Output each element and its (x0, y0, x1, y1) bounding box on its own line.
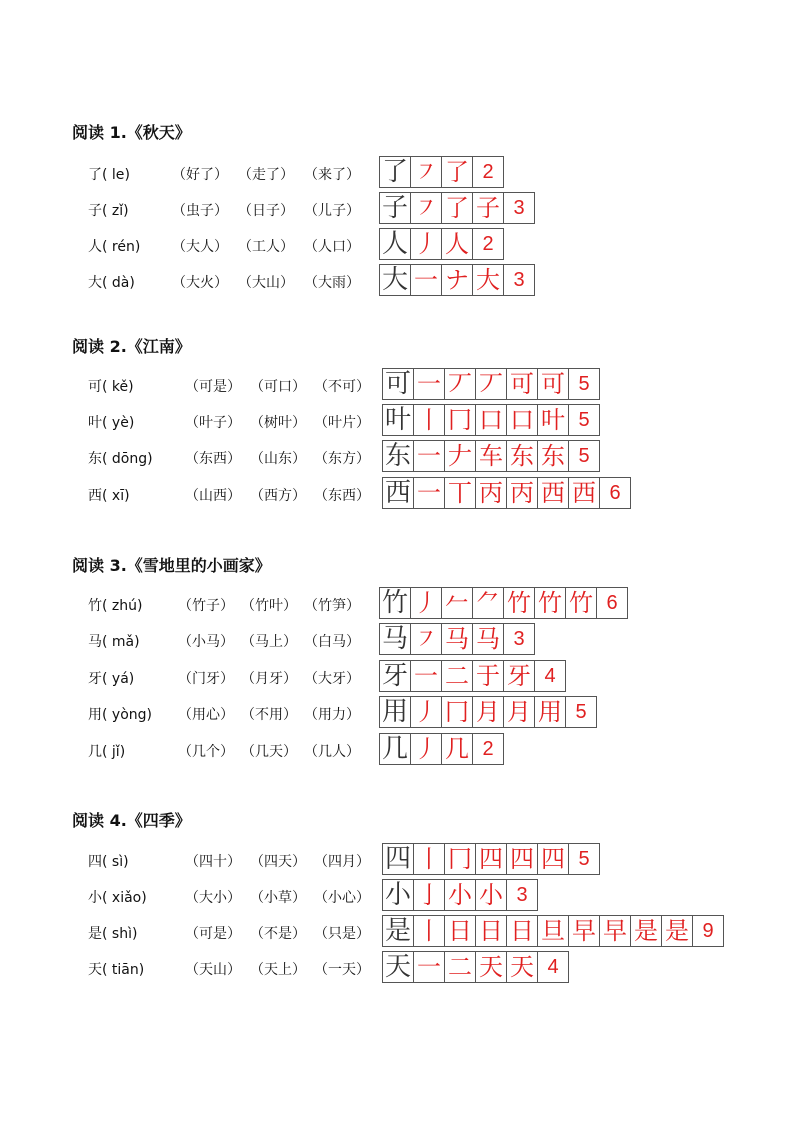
word-2: （天上） (250, 962, 306, 978)
stroke-order-grid (379, 264, 535, 296)
stroke-order-grid (379, 156, 504, 188)
stroke-cell: 丨 (413, 843, 445, 875)
stroke-cell: 可 (382, 368, 414, 400)
word-1: （可是） (185, 926, 241, 942)
stroke-cell: 日 (506, 915, 538, 947)
word-3: （一天） (314, 962, 370, 978)
stroke-order-grid (382, 951, 569, 983)
lesson-title: 阅读 2.《江南》 (72, 337, 191, 356)
char-entry: 人( rén) (88, 239, 141, 255)
stroke-cell: 天 (506, 951, 538, 983)
stroke-cell: 一 (413, 477, 445, 509)
stroke-cell: 小 (444, 879, 476, 911)
stroke-cell: 丆 (475, 368, 507, 400)
word-2: （竹叶） (241, 598, 297, 614)
stroke-order-grid (379, 696, 597, 728)
stroke-cell: 西 (568, 477, 600, 509)
lesson-title: 阅读 3.《雪地里的小画家》 (72, 556, 271, 575)
stroke-cell: ㇇ (410, 623, 442, 655)
word-3: （几人） (304, 744, 360, 760)
word-1: （四十） (185, 854, 241, 870)
stroke-cell: 口 (475, 404, 507, 436)
stroke-count: 3 (503, 264, 535, 296)
stroke-cell: 月 (472, 696, 504, 728)
lesson-title: 阅读 4.《四季》 (72, 811, 191, 830)
char-entry: 小( xiǎo) (88, 890, 147, 906)
word-2: （月牙） (241, 671, 297, 687)
stroke-cell: 早 (568, 915, 600, 947)
char-row (0, 368, 800, 400)
word-2: （几天） (241, 744, 297, 760)
stroke-cell: 用 (379, 696, 411, 728)
word-3: （竹笋） (304, 598, 360, 614)
stroke-cell: 于 (472, 660, 504, 692)
word-1: （山西） (185, 488, 241, 504)
char-row (0, 733, 800, 765)
word-2: （山东） (250, 451, 306, 467)
stroke-order-grid (379, 228, 504, 260)
lesson-title: 阅读 1.《秋天》 (72, 123, 191, 142)
stroke-count: 5 (568, 368, 600, 400)
stroke-count: 9 (692, 915, 724, 947)
word-3: （白马） (304, 634, 360, 650)
char-row (0, 156, 800, 188)
stroke-order-grid (379, 587, 628, 619)
stroke-cell: 是 (661, 915, 693, 947)
stroke-cell: 日 (444, 915, 476, 947)
stroke-cell: 𠂇 (444, 440, 476, 472)
stroke-count: 5 (568, 843, 600, 875)
stroke-cell: 冂 (441, 696, 473, 728)
stroke-cell: 一 (410, 264, 442, 296)
stroke-order-grid (382, 404, 600, 436)
stroke-cell: 四 (475, 843, 507, 875)
word-1: （叶子） (185, 415, 241, 431)
char-row (0, 192, 800, 224)
stroke-cell: 叶 (537, 404, 569, 436)
word-3: （大牙） (304, 671, 360, 687)
stroke-count: 2 (472, 228, 504, 260)
stroke-cell: 一 (413, 368, 445, 400)
stroke-order-grid (382, 477, 631, 509)
stroke-cell: 竹 (534, 587, 566, 619)
word-2: （四天） (250, 854, 306, 870)
stroke-cell: 竹 (379, 587, 411, 619)
word-3: （大雨） (304, 275, 360, 291)
stroke-cell: 丿 (410, 696, 442, 728)
word-2: （走了） (238, 167, 294, 183)
stroke-cell: 丿 (410, 587, 442, 619)
char-entry: 竹( zhú) (88, 598, 143, 614)
char-row (0, 951, 800, 983)
char-entry: 子( zǐ) (88, 203, 129, 219)
stroke-cell: ⺈ (472, 587, 504, 619)
char-row (0, 696, 800, 728)
char-row (0, 264, 800, 296)
stroke-order-grid (382, 440, 600, 472)
stroke-cell: 亅 (413, 879, 445, 911)
stroke-count: 2 (472, 733, 504, 765)
stroke-cell: 大 (379, 264, 411, 296)
word-1: （大火） (172, 275, 228, 291)
stroke-count: 3 (503, 623, 535, 655)
word-3: （东西） (314, 488, 370, 504)
stroke-cell: 口 (506, 404, 538, 436)
word-2: （小草） (250, 890, 306, 906)
stroke-cell: 天 (475, 951, 507, 983)
stroke-cell: 人 (379, 228, 411, 260)
stroke-cell: 小 (382, 879, 414, 911)
word-2: （日子） (238, 203, 294, 219)
word-3: （只是） (314, 926, 370, 942)
stroke-cell: 旦 (537, 915, 569, 947)
stroke-count: 3 (503, 192, 535, 224)
stroke-cell: 一 (413, 440, 445, 472)
word-1: （大人） (172, 239, 228, 255)
word-1: （天山） (185, 962, 241, 978)
stroke-cell: 四 (506, 843, 538, 875)
word-1: （几个） (178, 744, 234, 760)
word-1: （虫子） (172, 203, 228, 219)
word-2: （不是） (250, 926, 306, 942)
char-entry: 可( kě) (88, 379, 134, 395)
word-2: （西方） (250, 488, 306, 504)
word-1: （门牙） (178, 671, 234, 687)
stroke-cell: ナ (441, 264, 473, 296)
stroke-cell: ㇇ (410, 192, 442, 224)
stroke-cell: 竹 (503, 587, 535, 619)
stroke-cell: 二 (444, 951, 476, 983)
stroke-cell: 月 (503, 696, 535, 728)
stroke-cell: 一 (410, 660, 442, 692)
stroke-count: 5 (568, 440, 600, 472)
char-row (0, 477, 800, 509)
char-row (0, 404, 800, 436)
char-entry: 天( tiān) (88, 962, 145, 978)
word-3: （叶片） (314, 415, 370, 431)
stroke-cell: 一 (413, 951, 445, 983)
stroke-cell: 可 (506, 368, 538, 400)
stroke-cell: 是 (630, 915, 662, 947)
stroke-cell: 了 (379, 156, 411, 188)
stroke-order-grid (382, 368, 600, 400)
stroke-cell: 丅 (444, 477, 476, 509)
stroke-cell: 子 (472, 192, 504, 224)
word-2: （不用） (241, 707, 297, 723)
char-row (0, 587, 800, 619)
word-1: （用心） (178, 707, 234, 723)
stroke-cell: 天 (382, 951, 414, 983)
word-3: （不可） (314, 379, 370, 395)
stroke-count: 6 (599, 477, 631, 509)
stroke-cell: 丿 (410, 733, 442, 765)
word-3: （儿子） (304, 203, 360, 219)
stroke-cell: 丨 (413, 404, 445, 436)
stroke-cell: 东 (537, 440, 569, 472)
stroke-cell: 车 (475, 440, 507, 472)
stroke-count: 2 (472, 156, 504, 188)
stroke-cell: 丿 (410, 228, 442, 260)
char-entry: 几( jǐ) (88, 744, 126, 760)
stroke-cell: 丙 (475, 477, 507, 509)
stroke-order-grid (382, 879, 538, 911)
stroke-cell: 西 (382, 477, 414, 509)
char-row (0, 440, 800, 472)
stroke-cell: 东 (382, 440, 414, 472)
word-3: （东方） (314, 451, 370, 467)
char-row (0, 915, 800, 947)
stroke-cell: 丨 (413, 915, 445, 947)
char-entry: 用( yòng) (88, 707, 153, 723)
stroke-cell: 二 (441, 660, 473, 692)
stroke-order-grid (379, 733, 504, 765)
stroke-count: 6 (596, 587, 628, 619)
stroke-cell: 冂 (444, 404, 476, 436)
char-row (0, 660, 800, 692)
stroke-cell: 叶 (382, 404, 414, 436)
stroke-count: 5 (568, 404, 600, 436)
stroke-cell: ㇇ (410, 156, 442, 188)
stroke-order-grid (382, 843, 600, 875)
stroke-cell: 几 (379, 733, 411, 765)
stroke-cell: 小 (475, 879, 507, 911)
stroke-cell: 子 (379, 192, 411, 224)
stroke-cell: 了 (441, 156, 473, 188)
stroke-order-grid (382, 915, 724, 947)
stroke-count: 4 (534, 660, 566, 692)
stroke-cell: 几 (441, 733, 473, 765)
stroke-cell: 可 (537, 368, 569, 400)
char-entry: 西( xī) (88, 488, 130, 504)
stroke-cell: 马 (379, 623, 411, 655)
stroke-cell: 东 (506, 440, 538, 472)
char-row (0, 843, 800, 875)
stroke-cell: 竹 (565, 587, 597, 619)
char-entry: 了( le) (88, 167, 130, 183)
stroke-count: 3 (506, 879, 538, 911)
char-entry: 叶( yè) (88, 415, 135, 431)
stroke-cell: 𠂉 (441, 587, 473, 619)
stroke-cell: 马 (441, 623, 473, 655)
word-3: （小心） (314, 890, 370, 906)
char-entry: 是( shì) (88, 926, 138, 942)
char-row (0, 623, 800, 655)
stroke-cell: 牙 (503, 660, 535, 692)
char-row (0, 879, 800, 911)
word-1: （竹子） (178, 598, 234, 614)
stroke-cell: 丆 (444, 368, 476, 400)
word-2: （可口） (250, 379, 306, 395)
stroke-count: 5 (565, 696, 597, 728)
word-1: （小马） (178, 634, 234, 650)
char-entry: 马( mǎ) (88, 634, 140, 650)
word-1: （东西） (185, 451, 241, 467)
stroke-cell: 四 (537, 843, 569, 875)
stroke-cell: 冂 (444, 843, 476, 875)
stroke-cell: 日 (475, 915, 507, 947)
word-1: （大小） (185, 890, 241, 906)
char-entry: 牙( yá) (88, 671, 135, 687)
char-entry: 大( dà) (88, 275, 135, 291)
word-1: （好了） (172, 167, 228, 183)
stroke-cell: 四 (382, 843, 414, 875)
char-row (0, 228, 800, 260)
word-2: （工人） (238, 239, 294, 255)
word-3: （四月） (314, 854, 370, 870)
word-1: （可是） (185, 379, 241, 395)
stroke-cell: 是 (382, 915, 414, 947)
stroke-cell: 丙 (506, 477, 538, 509)
stroke-cell: 牙 (379, 660, 411, 692)
word-2: （马上） (241, 634, 297, 650)
stroke-order-grid (379, 192, 535, 224)
word-2: （大山） (238, 275, 294, 291)
stroke-cell: 西 (537, 477, 569, 509)
stroke-cell: 用 (534, 696, 566, 728)
word-3: （用力） (304, 707, 360, 723)
stroke-count: 4 (537, 951, 569, 983)
word-3: （来了） (304, 167, 360, 183)
stroke-order-grid (379, 623, 535, 655)
stroke-cell: 马 (472, 623, 504, 655)
stroke-cell: 了 (441, 192, 473, 224)
stroke-cell: 大 (472, 264, 504, 296)
char-entry: 四( sì) (88, 854, 129, 870)
stroke-cell: 早 (599, 915, 631, 947)
word-3: （人口） (304, 239, 360, 255)
word-2: （树叶） (250, 415, 306, 431)
stroke-order-grid (379, 660, 566, 692)
stroke-cell: 人 (441, 228, 473, 260)
char-entry: 东( dōng) (88, 451, 153, 467)
